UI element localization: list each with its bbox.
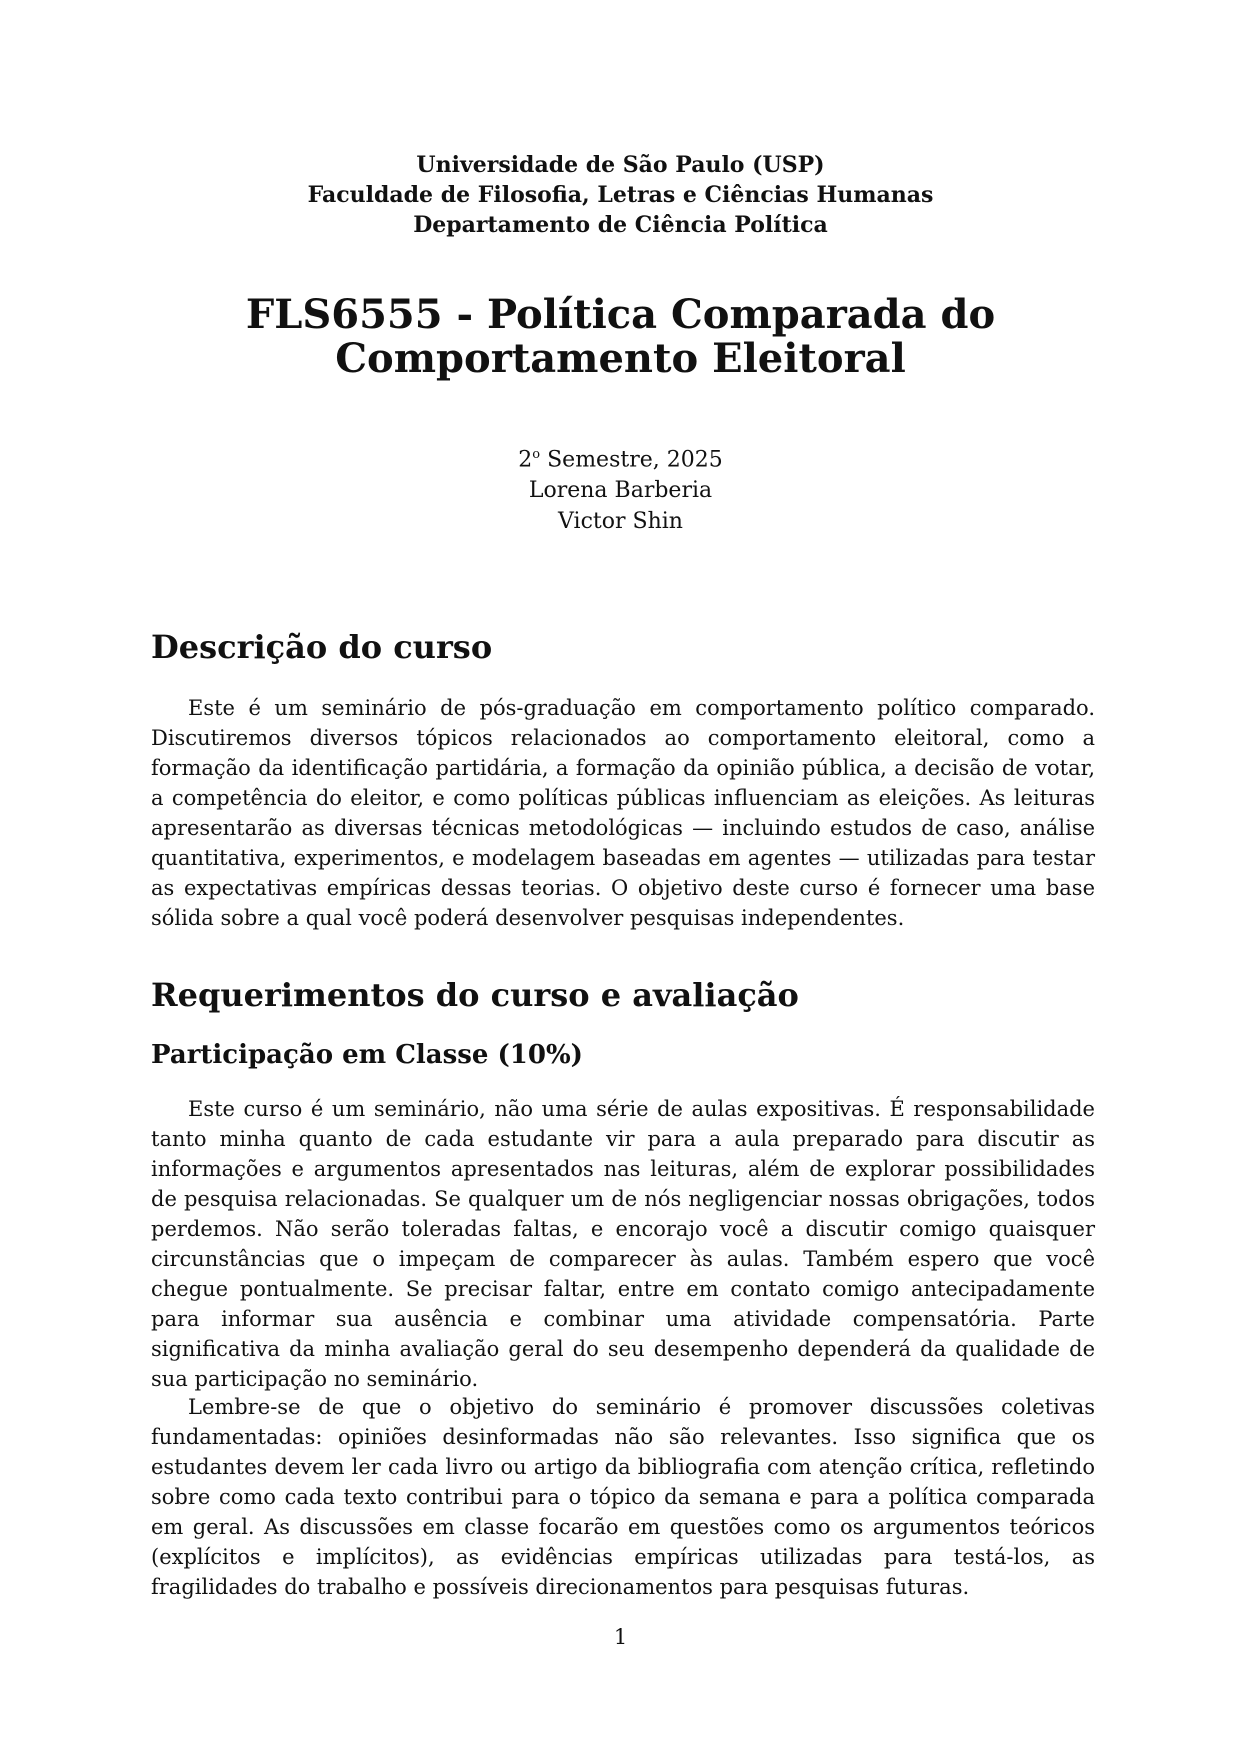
course-title-line-1: FLS6555 - Política Comparada do <box>245 291 996 338</box>
participation-paragraph-2: Lembre-se de que o objetivo do seminário é promover discussões coletivas fundamentadas: opiniões desinformadas não são relevantes. Isso significa que os estudantes devem ler cada livro ou artigo da bibliografia com atenção crítica, refletindo sobre como cada texto contribui para o tópico da semana e para a política comparada em geral. As discussões em classe focarão em questões como os argumentos teóricos (explícitos e implícitos), as evidências empíricas utilizadas para testá-los, as fragilidades do trabalho e possíveis direcionamentos para pesquisas futuras. <box>151 1395 1095 1599</box>
course-title <box>0 293 1241 381</box>
semester-number: 2 <box>518 447 533 473</box>
semester-text: Semestre, 2025 <box>540 447 723 473</box>
course-meta <box>0 439 1241 537</box>
university-name: Universidade de São Paulo (USP) <box>416 152 825 178</box>
participation-paragraph-1: Este curso é um seminário, não uma série de aulas expositivas. É responsabilidade tanto minha quanto de cada estudante vir para a aula preparado para discutir as informações e argumentos apresentados nas leituras, além de explorar possibilidades de pesquisa relacionadas. Se qualquer um de nós negligenciar nossas obrigações, todos perdemos. Não serão toleradas faltas, e encorajo você a discutir comigo quaisquer circunstâncias que o impeçam de comparecer às aulas. Também espero que você chegue pontualmente. Se precisar faltar, entre em contato comigo antecipadamente para informar sua ausência e combinar uma atividade compensatória. Parte significativa da minha avaliação geral do seu desempenho dependerá da qualidade de sua participação no seminário. <box>151 1097 1095 1391</box>
department-name: Departamento de Ciência Política <box>413 212 828 238</box>
faculty-name: Faculdade de Filosofia, Letras e Ciências Humanas <box>307 182 934 208</box>
section-heading-requirements: Requerimentos do curso e avaliação <box>151 976 799 1014</box>
instructor-name: Victor Shin <box>558 509 683 535</box>
section-heading-description: Descrição do curso <box>151 628 493 666</box>
instructor-name: Lorena Barberia <box>528 478 713 504</box>
page-number: 1 <box>613 1625 628 1649</box>
description-paragraph: Este é um seminário de pós-graduação em comportamento político comparado. Discutiremos diversos tópicos relacionados ao comportamento eleitoral, como a formação da identificação partidária, a formação da opinião pública, a decisão de votar, a competência do eleitor, e como políticas públicas influenciam as eleições. As leituras apresentarão as diversas técnicas metodológicas — incluindo estudos de caso, análise quantitativa, experimentos, e modelagem baseadas em agentes — utilizadas para testar as expectativas empíricas dessas teorias. O objetivo deste curso é fornecer uma base sólida sobre a qual você poderá desenvolver pesquisas independentes. <box>151 696 1095 930</box>
institution-header <box>0 150 1241 240</box>
semester-ordinal: o <box>532 447 541 462</box>
semester-line <box>0 439 1241 475</box>
course-title-line-2: Comportamento Eleitoral <box>335 335 906 382</box>
subsection-heading-participation: Participação em Classe (10%) <box>151 1040 583 1070</box>
